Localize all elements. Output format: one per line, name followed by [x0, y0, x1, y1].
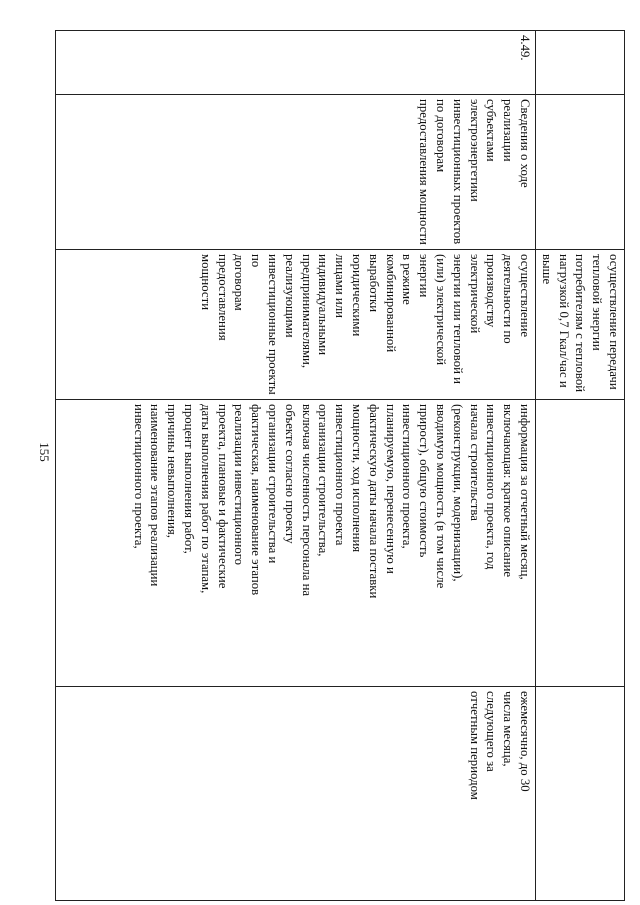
row-subjects-cell [56, 250, 536, 400]
row-information-cell [56, 400, 536, 687]
page-number: 155 [36, 442, 52, 462]
continuation-subject-cell [536, 250, 625, 400]
continuation-subject-text: осуществление передачи тепловой энергии потребителям с тепловой нагрузкой 0,7 Гкал/час и выше [539, 254, 621, 393]
row-period: ежемесячно, до 30 числа месяца, следующего за отчетным периодом [467, 691, 533, 800]
row-period-cell [56, 687, 536, 901]
continuation-name-cell [536, 95, 625, 250]
continuation-period-cell [536, 687, 625, 901]
table-row-4-49 [56, 31, 536, 901]
row-subjects: осуществление деятельности по производству электрической энергии или тепловой и (или) электрической энергии в режиме комбинированной выработки юридическими лицами или индивидуальными предпринимателями, реализующими инвестиционные проекты по договорам предоставления мощности [198, 254, 533, 395]
row-name: Сведения о ходе реализации субъектами электроэнергетики инвестиционных проектов по договорам предоставления мощности [417, 99, 533, 245]
rotated-page-content [55, 30, 625, 900]
row-number: 4.49. [518, 35, 533, 61]
table-row-continuation [536, 31, 625, 901]
continuation-number-cell [536, 31, 625, 95]
row-number-cell [56, 31, 536, 95]
row-information: информация за отчетный месяц, включающая: краткое описание инвестиционного проекта, год начала строительства (реконструкции, модернизации), вводимую мощность (в том числе прирост), общую стоимость инвестиционного проекта, планируемую, перенесенную и фактическую даты начала поставки мощности, ход исполнения инвестиционного проекта организации строительства, включая численность персонала на объекте согласно проекту организации строительства и фактическая, наименование этапов реализации инвестиционного проекта, плановые и фактические даты выполнения работ по этапам, процент выполнения работ, причины невыполнения, наименование этапов реализации инвестиционного проекта, [131, 404, 533, 599]
reporting-requirements-table [55, 30, 625, 901]
row-name-cell [56, 95, 536, 250]
continuation-info-cell [536, 400, 625, 687]
